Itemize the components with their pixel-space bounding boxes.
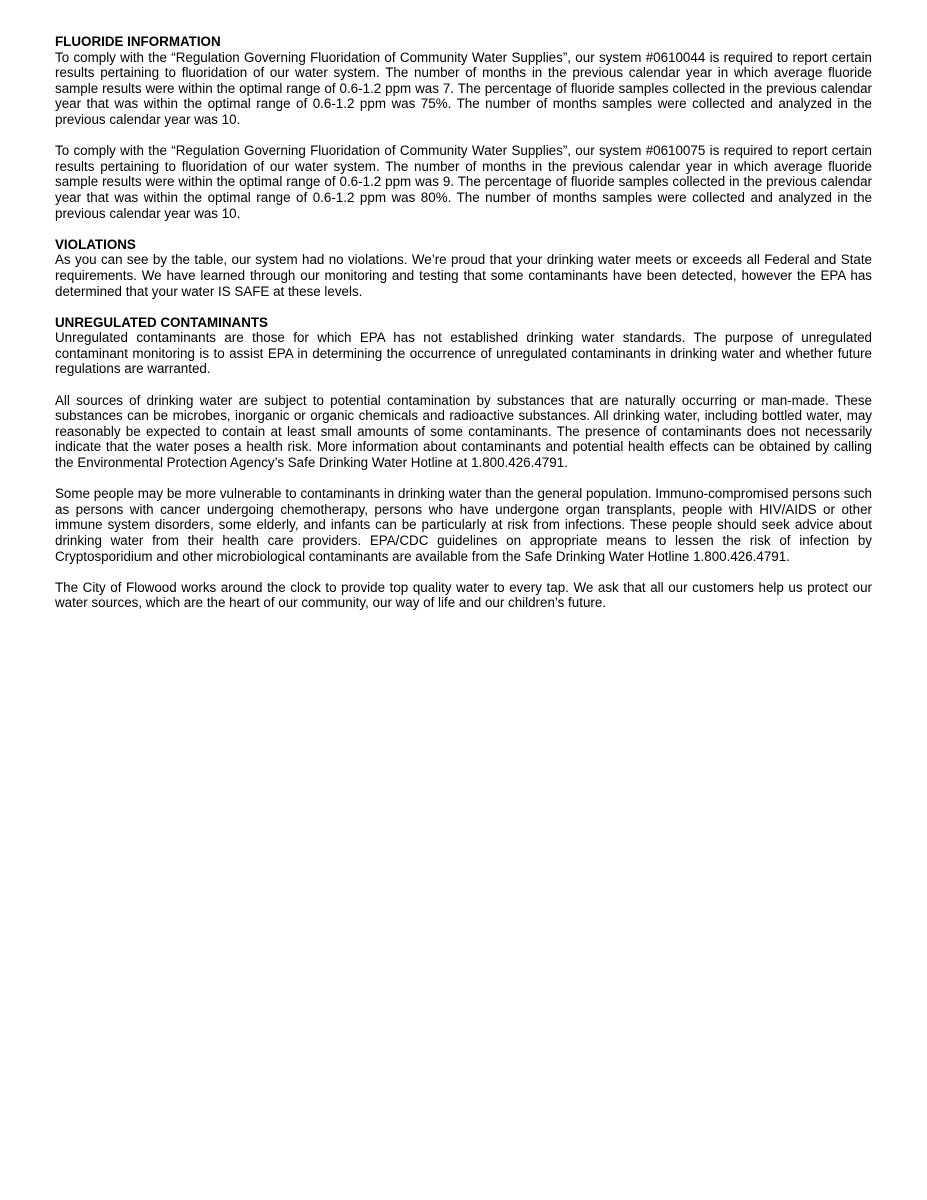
paragraph: All sources of drinking water are subject to potential contamination by substances that are naturally occurring or man-made. These substances can be microbes, inorganic or organic chemicals and radioactive substances. All drinking water, including bottled water, may reasonably be expected to contain at least small amounts of some contaminants. The presence of contaminants does not necessarily indicate that the water poses a health risk. More information about contaminants and potential health effects can be obtained by calling the Environmental Protection Agency’s Safe Drinking Water Hotline at 1.800.426.4791. xyxy=(55,392,872,471)
paragraph: Unregulated contaminants are those for which EPA has not established drinking water standards. The purpose of unregulated contaminant monitoring is to assist EPA in determining the occurrence of unregulated contaminants in drinking water and whether future regulations are warranted. xyxy=(55,330,872,377)
paragraph: As you can see by the table, our system had no violations. We’re proud that your drinking water meets or exceeds all Federal and State requirements. We have learned through our monitoring and testing that some contaminants have been detected, however the EPA has determined that your water IS SAFE at these levels. xyxy=(55,252,872,299)
section-heading: FLUORIDE INFORMATION xyxy=(55,34,221,49)
fluoride-information-section xyxy=(55,34,872,221)
paragraph: Some people may be more vulnerable to contaminants in drinking water than the general population. Immuno-compromised persons such as persons with cancer undergoing chemotherapy, persons who have undergone organ transplants, people with HIV/AIDS or other immune system disorders, some elderly, and infants can be particularly at risk from infections. These people should seek advice about drinking water from their health care providers. EPA/CDC guidelines on appropriate means to lessen the risk of infection by Cryptosporidium and other microbiological contaminants are available from the Safe Drinking Water Hotline 1.800.426.4791. xyxy=(55,486,872,564)
section-heading: UNREGULATED CONTAMINANTS xyxy=(55,314,268,330)
violations-section xyxy=(55,237,872,299)
unregulated-contaminants-section xyxy=(55,315,872,611)
paragraph: To comply with the “Regulation Governing Fluoridation of Community Water Supplies”, our system #0610075 is required to report certain results pertaining to fluoridation of our water system. The number of months in the previous calendar year in which average fluoride sample results were within the optimal range of 0.6-1.2 ppm was 9. The percentage of fluoride samples collected in the previous calendar year that was within the optimal range of 0.6-1.2 ppm was 80%. The number of months samples were collected and analyzed in the previous calendar year was 10. xyxy=(55,143,872,221)
section-heading: VIOLATIONS xyxy=(55,236,136,252)
document-page xyxy=(55,34,872,627)
paragraph: To comply with the “Regulation Governing Fluoridation of Community Water Supplies”, our system #0610044 is required to report certain results pertaining to fluoridation of our water system. The number of months in the previous calendar year in which average fluoride sample results were within the optimal range of 0.6-1.2 ppm was 7. The percentage of fluoride samples collected in the previous calendar year that was within the optimal range of 0.6-1.2 ppm was 75%. The number of months samples were collected and analyzed in the previous calendar year was 10. xyxy=(55,49,872,127)
paragraph: The City of Flowood works around the clock to provide top quality water to every tap. We ask that all our customers help us protect our water sources, which are the heart of our community, our way of life and our children’s future. xyxy=(55,579,872,611)
